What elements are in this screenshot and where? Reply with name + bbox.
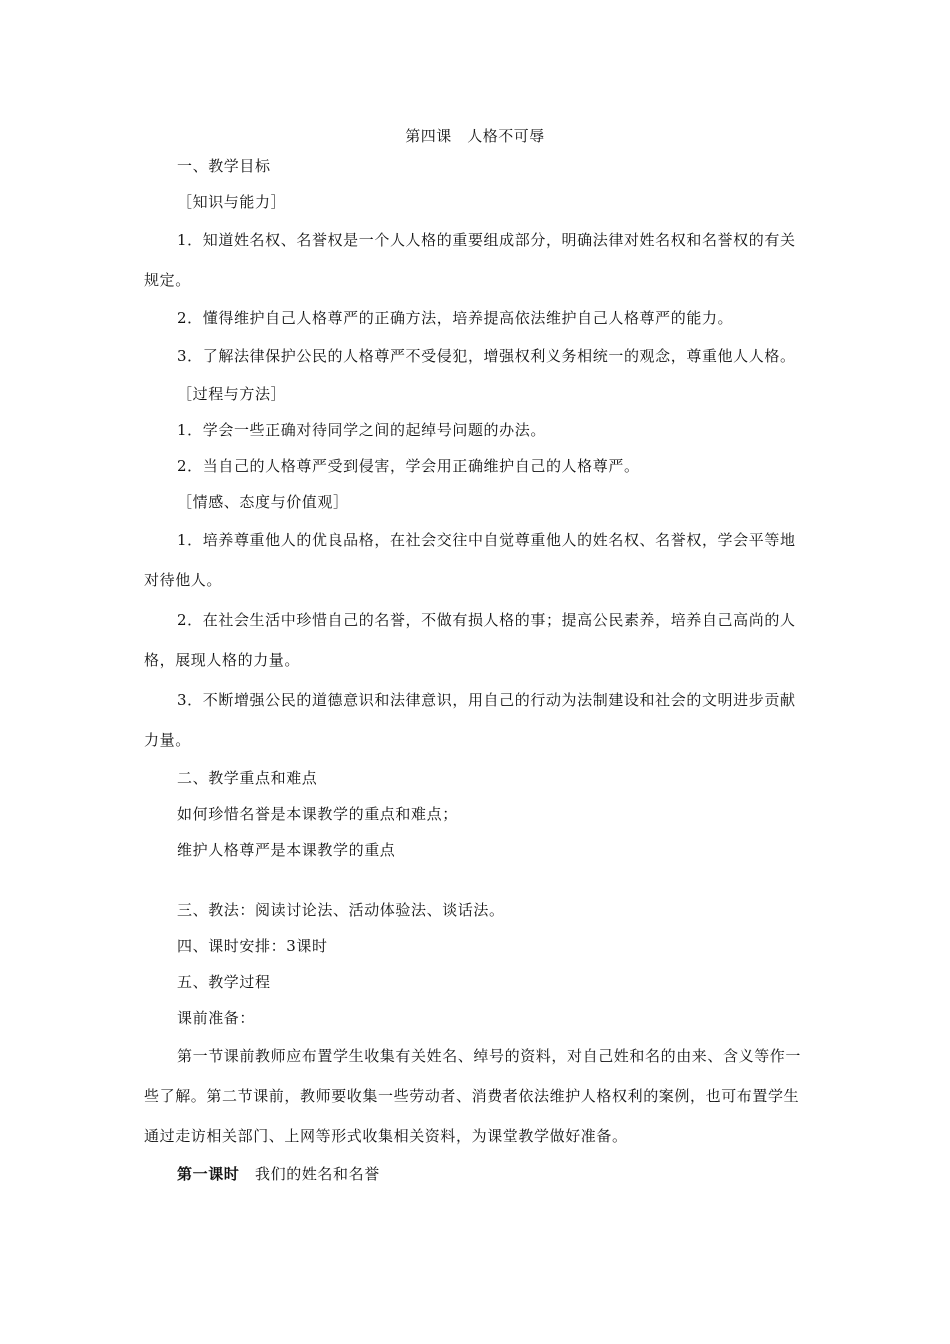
prep-paragraph: 第一节课前教师应布置学生收集有关姓名、绰号的资料，对自己姓和名的由来、含义等作一些了解。第二节课前，教师要收集一些劳动者、消费者依法维护人格权利的案例，也可布置学生通过走访相关部门、上网等形式收集相关资料，为课堂教学做好准备。 <box>144 1047 802 1145</box>
section-heading-key-points: 二、教学重点和难点 <box>177 769 318 787</box>
knowledge-item-2: 2．懂得维护自己人格尊严的正确方法，培养提高依法维护自己人格尊严的能力。 <box>177 309 734 327</box>
emotion-item-1: 1．培养尊重他人的优良品格，在社会交往中自觉尊重他人的姓名权、名誉权，学会平等地对待他人。 <box>144 531 796 589</box>
knowledge-item-3: 3．了解法律保护公民的人格尊严不受侵犯，增强权利义务相统一的观念，尊重他人人格。 <box>177 347 796 365</box>
subheading-emotion: ［情感、态度与价值观］ <box>177 493 349 511</box>
prep-heading: 课前准备： <box>177 1009 256 1027</box>
section-teaching-methods: 三、教法：阅读讨论法、活动体验法、谈话法。 <box>177 901 505 919</box>
section-schedule: 四、课时安排：3课时 <box>177 937 328 955</box>
key-point-line-2: 维护人格尊严是本课教学的重点 <box>177 841 396 859</box>
lesson-label: 第一课时 <box>177 1165 240 1183</box>
section-heading-process: 五、教学过程 <box>177 973 271 991</box>
blank-line <box>144 868 806 892</box>
key-point-line-1: 如何珍惜名誉是本课教学的重点和难点； <box>177 805 458 823</box>
process-item-1: 1．学会一些正确对待同学之间的起绰号问题的办法。 <box>177 421 546 439</box>
emotion-item-3: 3．不断增强公民的道德意识和法律意识，用自己的行动为法制建设和社会的文明进步贡献力量。 <box>144 691 796 749</box>
emotion-item-2: 2．在社会生活中珍惜自己的名誉，不做有损人格的事；提高公民素养，培养自己高尚的人格，展现人格的力量。 <box>144 611 796 669</box>
lesson-title: 我们的姓名和名誉 <box>255 1165 380 1183</box>
subheading-knowledge: ［知识与能力］ <box>177 193 287 211</box>
subheading-process: ［过程与方法］ <box>177 385 287 403</box>
section-heading-objectives: 一、教学目标 <box>177 157 271 175</box>
knowledge-item-1: 1．知道姓名权、名誉权是一个人人格的重要组成部分，明确法律对姓名权和名誉权的有关规定。 <box>144 231 796 289</box>
lesson-spacer <box>239 1165 255 1183</box>
document-title: 第四课 人格不可辱 <box>405 127 545 145</box>
process-item-2: 2．当自己的人格尊严受到侵害，学会用正确维护自己的人格尊严。 <box>177 457 640 475</box>
document-body <box>144 148 806 1192</box>
lesson-heading <box>144 1156 806 1192</box>
